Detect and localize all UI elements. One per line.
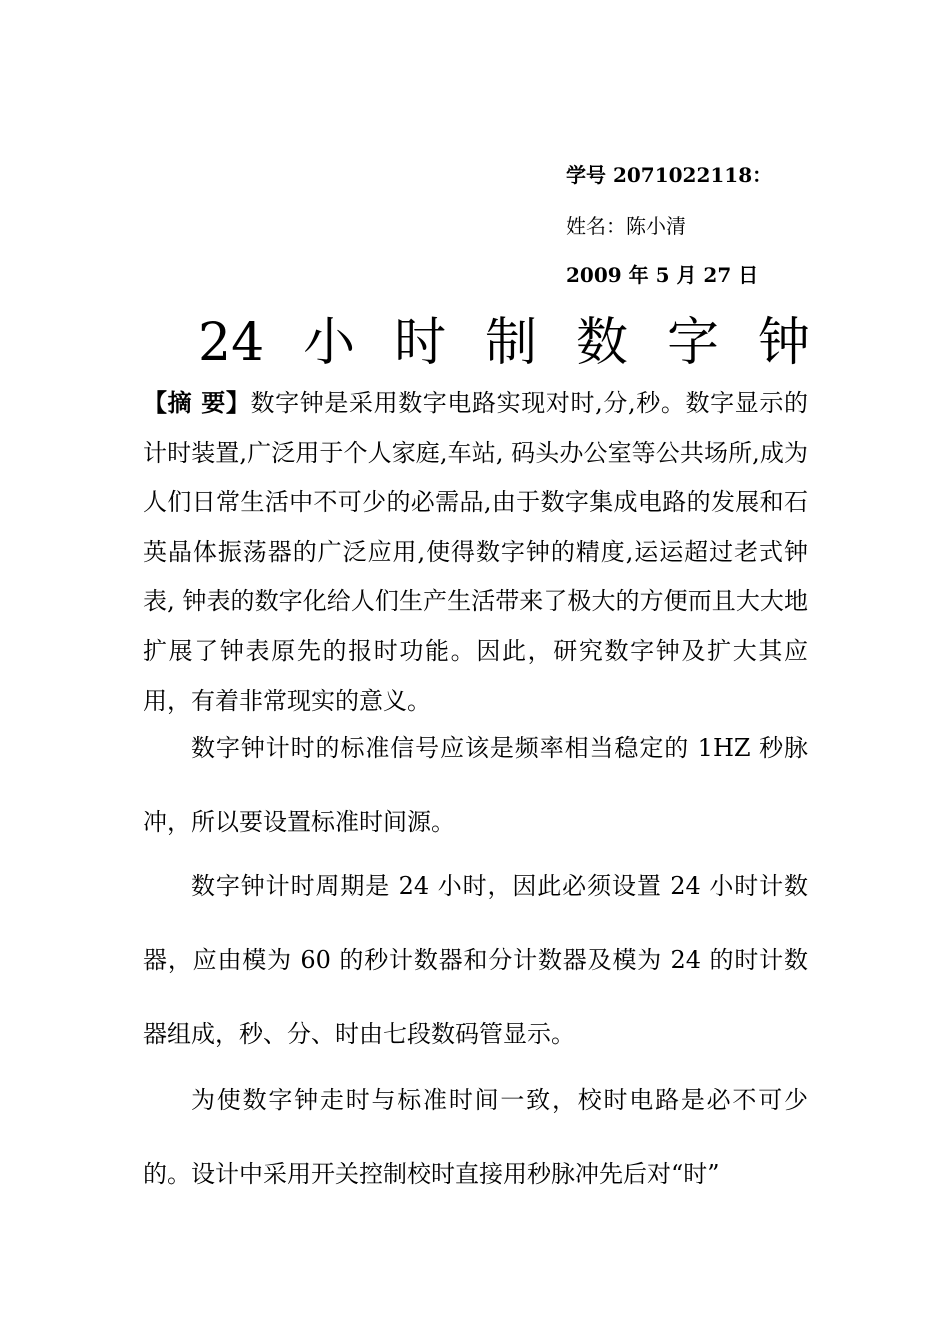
title-char: 制 (485, 313, 538, 373)
abstract-text: 数字钟是采用数字电路实现对时,分,秒。数字显示的计时装置,广泛用于个人家庭,车站, 码头办公室等公共场所,成为人们日常生活中不可少的必需品,由于数字集成电路的发展和石英晶体振荡器的广泛应用,使得数字钟的精度,运运超过老式钟表, 钟表的数字化给人们生产生活带来了极大的方便而且大大地扩展了钟表原先的报时功能。因此，研究数字钟及扩大其应用，有着非常现实的意义。 (143, 389, 808, 715)
abstract-label: 【摘 要】 (143, 388, 251, 417)
document-date: 2009 年 5 月 27 日 (566, 263, 759, 287)
abstract-paragraph (143, 378, 808, 726)
title-char: 字 (667, 313, 720, 373)
student-id: 学号 2071022118： (566, 163, 773, 187)
body-paragraph: 数字钟计时的标准信号应该是频率相当稳定的 1HZ 秒脉冲，所以要设置标准时间源。 (143, 734, 808, 836)
title-char: 时 (394, 313, 447, 373)
title-char: 钟 (757, 313, 810, 373)
title-char: 24 (198, 313, 265, 373)
title-char: 小 (303, 313, 356, 373)
body-paragraph: 为使数字钟走时与标准时间一致，校时电路是必不可少的。设计中采用开关控制校时直接用秒脉冲先后对“时” (143, 1086, 808, 1188)
body-paragraph: 数字钟计时周期是 24 小时，因此必须设置 24 小时计数器，应由模为 60 的秒计数器和分计数器及模为 24 的时计数器组成，秒、分、时由七段数码管显示。 (143, 872, 808, 1048)
document-title (198, 308, 810, 378)
title-char: 数 (576, 313, 629, 373)
student-name: 姓名：陈小清 (566, 214, 686, 238)
